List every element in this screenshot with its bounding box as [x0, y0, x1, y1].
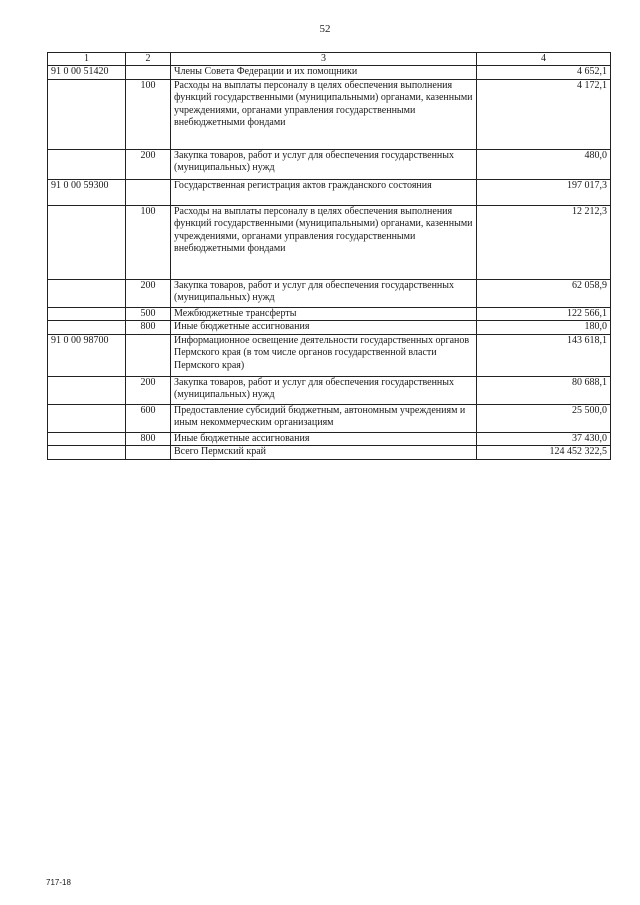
expense-type-code: 800 [126, 321, 171, 335]
target-article-code [48, 432, 126, 446]
expense-type-code [126, 446, 171, 460]
target-article-code: 91 0 00 51420 [48, 66, 126, 80]
expense-name: Межбюджетные трансферты [171, 307, 477, 321]
expense-type-code [126, 179, 171, 205]
table-row [48, 376, 611, 404]
target-article-code [48, 79, 126, 149]
amount: 80 688,1 [477, 376, 611, 404]
expense-name: Закупка товаров, работ и услуг для обеспечения государственных (муниципальных) нужд [171, 149, 477, 179]
target-article-code [48, 404, 126, 432]
expense-name: Государственная регистрация актов гражданского состояния [171, 179, 477, 205]
amount: 25 500,0 [477, 404, 611, 432]
expense-name: Расходы на выплаты персоналу в целях обеспечения выполнения функций государственными (муниципальными) органами, казенными учреждениями, органами управления государственными внебюджетными фондами [171, 79, 477, 149]
target-article-code [48, 376, 126, 404]
expense-name: Предоставление субсидий бюджетным, автономным учреждениям и иным некоммерческим организациям [171, 404, 477, 432]
amount: 143 618,1 [477, 334, 611, 376]
amount: 4 172,1 [477, 79, 611, 149]
target-article-code [48, 446, 126, 460]
amount: 37 430,0 [477, 432, 611, 446]
header-cell: 1 [48, 53, 126, 66]
table-row [48, 432, 611, 446]
table-row [48, 149, 611, 179]
expense-name: Информационное освещение деятельности государственных органов Пермского края (в том числе органов государственной власти Пермского края) [171, 334, 477, 376]
amount: 122 566,1 [477, 307, 611, 321]
expense-type-code: 500 [126, 307, 171, 321]
target-article-code: 91 0 00 59300 [48, 179, 126, 205]
target-article-code [48, 307, 126, 321]
expense-type-code: 600 [126, 404, 171, 432]
expense-type-code: 200 [126, 279, 171, 307]
amount: 197 017,3 [477, 179, 611, 205]
expense-type-code: 100 [126, 205, 171, 279]
table-row [48, 279, 611, 307]
header-cell: 2 [126, 53, 171, 66]
budget-table [47, 52, 611, 460]
amount: 4 652,1 [477, 66, 611, 80]
header-cell: 3 [171, 53, 477, 66]
expense-name: Иные бюджетные ассигнования [171, 432, 477, 446]
table-row [48, 334, 611, 376]
total-amount: 124 452 322,5 [477, 446, 611, 460]
target-article-code [48, 321, 126, 335]
target-article-code [48, 205, 126, 279]
total-label: Всего Пермский край [171, 446, 477, 460]
amount: 12 212,3 [477, 205, 611, 279]
target-article-code: 91 0 00 98700 [48, 334, 126, 376]
table-row [48, 179, 611, 205]
document-code: 717-18 [46, 878, 71, 887]
amount: 180,0 [477, 321, 611, 335]
amount: 62 058,9 [477, 279, 611, 307]
table-row [48, 404, 611, 432]
table-row [48, 205, 611, 279]
amount: 480,0 [477, 149, 611, 179]
expense-name: Закупка товаров, работ и услуг для обеспечения государственных (муниципальных) нужд [171, 376, 477, 404]
expense-type-code: 800 [126, 432, 171, 446]
expense-type-code: 200 [126, 376, 171, 404]
expense-name: Члены Совета Федерации и их помощники [171, 66, 477, 80]
expense-name: Иные бюджетные ассигнования [171, 321, 477, 335]
target-article-code [48, 149, 126, 179]
table-row-total [48, 446, 611, 460]
expense-type-code: 100 [126, 79, 171, 149]
page-number: 52 [319, 23, 331, 35]
table-row [48, 307, 611, 321]
expense-type-code: 200 [126, 149, 171, 179]
expense-name: Расходы на выплаты персоналу в целях обеспечения выполнения функций государственными (муниципальными) органами, казенными учреждениями, органами управления государственными внебюджетными фондами [171, 205, 477, 279]
expense-name: Закупка товаров, работ и услуг для обеспечения государственных (муниципальных) нужд [171, 279, 477, 307]
table-header-row [48, 53, 611, 66]
table-row [48, 66, 611, 80]
table-row [48, 79, 611, 149]
target-article-code [48, 279, 126, 307]
expense-type-code [126, 66, 171, 80]
expense-type-code [126, 334, 171, 376]
table-row [48, 321, 611, 335]
header-cell: 4 [477, 53, 611, 66]
